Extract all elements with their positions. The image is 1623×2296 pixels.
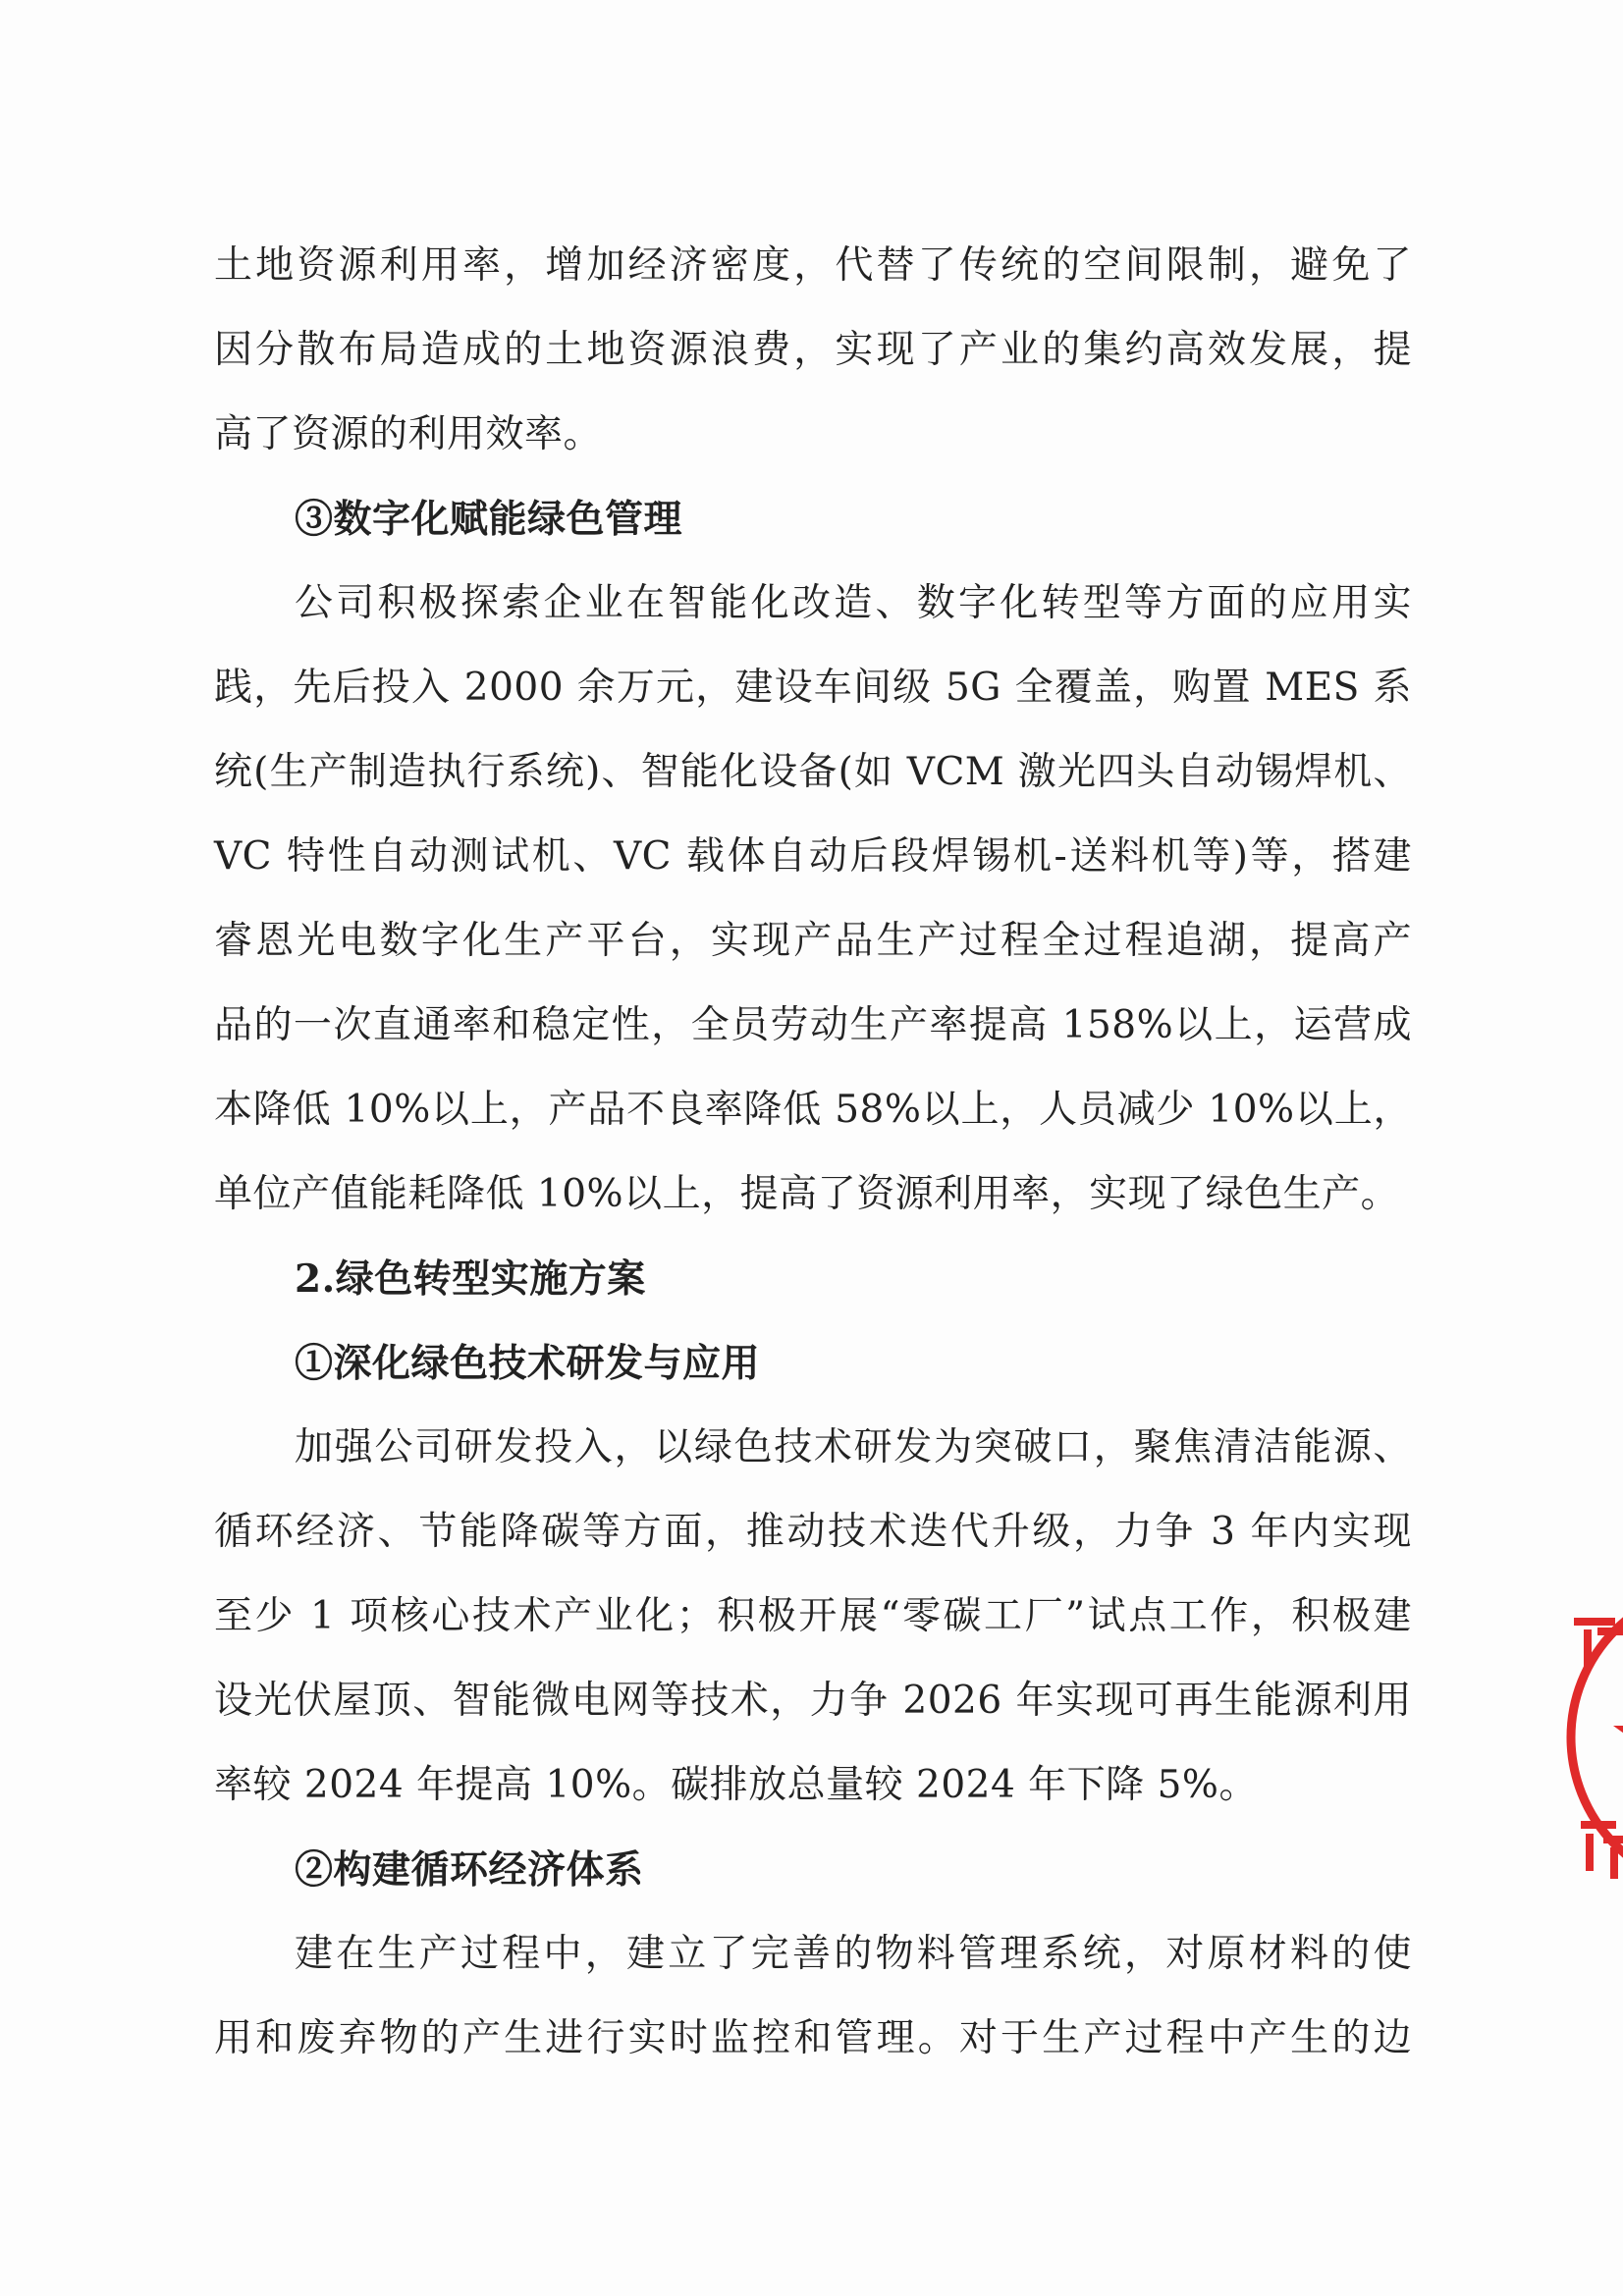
text-line: 用和废弃物的产生进行实时监控和管理。对于生产过程中产生的边 — [214, 2016, 1412, 2060]
seal-char-bottom — [1581, 1821, 1616, 1829]
document-body — [214, 224, 1412, 2081]
seal-char-top-3 — [1597, 1628, 1623, 1635]
seal-char-bottom-4 — [1610, 1847, 1618, 1879]
text-line: 统(生产制造执行系统)、智能化设备(如 VCM 激光四头自动锡焊机、 — [214, 750, 1412, 794]
text-line: 睿恩光电数字化生产平台，实现产品生产过程全过程追湖，提高产 — [214, 919, 1412, 963]
text-line: 品的一次直通率和稳定性，全员劳动生产率提高 158%以上，运营成 — [214, 1003, 1412, 1047]
text-line: 土地资源利用率，增加经济密度，代替了传统的空间限制，避免了 — [214, 243, 1412, 288]
text-line: 至少 1 项核心技术产业化；积极开展“零碳工厂”试点工作，积极建 — [214, 1594, 1412, 1638]
text-line: 践，先后投入 2000 余万元，建设车间级 5G 全覆盖，购置 MES 系 — [214, 666, 1412, 710]
section-heading: ②构建循环经济体系 — [295, 1847, 644, 1893]
seal-char-top — [1574, 1618, 1615, 1626]
seal-char-bottom-3 — [1603, 1836, 1623, 1843]
section-heading: ③数字化赋能绿色管理 — [295, 497, 683, 542]
seal-char-bottom-2 — [1586, 1834, 1594, 1871]
text-line: 设光伏屋顶、智能微电网等技术，力争 2026 年实现可再生能源利用 — [214, 1679, 1412, 1723]
text-line: 循环经济、节能降碳等方面，推动技术迭代升级，力争 3 年内实现 — [214, 1510, 1412, 1554]
section-heading: ①深化绿色技术研发与应用 — [295, 1341, 761, 1386]
text-line: 高了资源的利用效率。 — [214, 412, 603, 456]
text-line: 单位产值能耗降低 10%以上，提高了资源利用率，实现了绿色生产。 — [214, 1172, 1400, 1216]
text-line: VC 特性自动测试机、VC 载体自动后段焊锡机-送料机等)等，搭建 — [214, 834, 1412, 879]
text-line: 因分散布局造成的土地资源浪费，实现了产业的集约高效发展，提 — [214, 328, 1412, 372]
seal-star — [1613, 1688, 1623, 1786]
section-heading: 2.绿色转型实施方案 — [295, 1256, 646, 1302]
text-line: 率较 2024 年提高 10%。碳排放总量较 2024 年下降 5%。 — [214, 1763, 1258, 1807]
red-seal-stamp-icon — [1556, 1571, 1623, 1904]
text-line: 本降低 10%以上，产品不良率降低 58%以上，人员减少 10%以上， — [214, 1088, 1412, 1132]
text-line: 加强公司研发投入，以绿色技术研发为突破口，聚焦清洁能源、 — [295, 1425, 1412, 1469]
seal-char-top-2 — [1584, 1629, 1592, 1669]
text-line: 公司积极探索企业在智能化改造、数字化转型等方面的应用实 — [295, 581, 1412, 625]
text-line: 建在生产过程中，建立了完善的物料管理系统，对原材料的使 — [295, 1932, 1412, 1976]
